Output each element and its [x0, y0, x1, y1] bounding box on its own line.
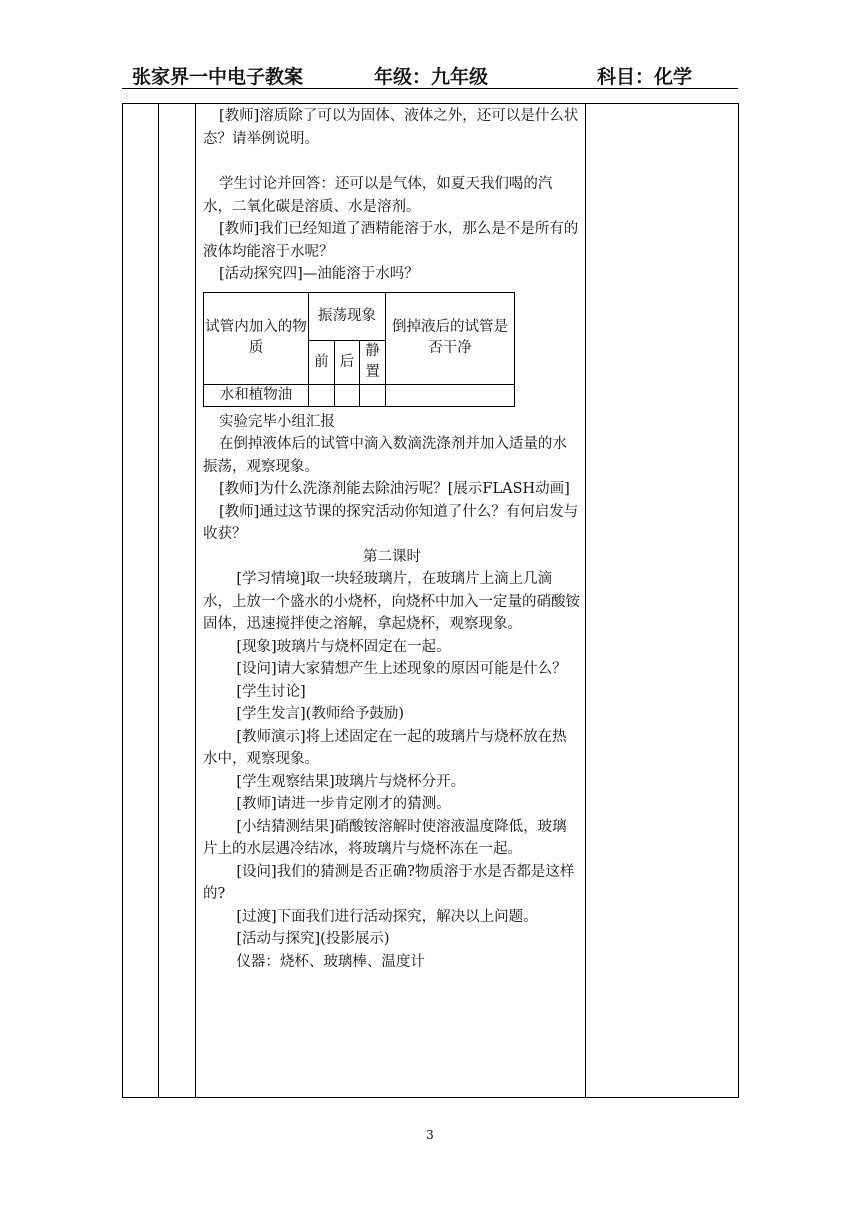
page-number: 3: [426, 1128, 434, 1142]
paragraph: [现象]玻璃片与烧杯固定在一起。: [236, 638, 451, 655]
paragraph: [学生发言](教师给予鼓励): [236, 706, 404, 722]
paragraph: [学生观察结果]玻璃片与烧杯分开。: [236, 773, 466, 790]
paragraph: 实验完毕小组汇报: [218, 413, 335, 430]
paragraph: [活动探究四]—油能溶于水吗？: [218, 266, 419, 282]
paragraph: [教师]通过这节课的探究活动你知道了什么？有何启发与收获？: [203, 503, 579, 542]
table-header-clean: 倒掉液后的试管是否干净: [386, 292, 515, 384]
subject-label: 科目：化学: [597, 66, 693, 88]
table-cell: [360, 384, 386, 406]
experiment-table: [203, 292, 515, 407]
column-divider: [195, 104, 196, 1097]
table-cell: [334, 384, 360, 406]
paragraph: [教师]为什么洗涤剂能去除油污呢？[展示FLASH动画]: [218, 481, 570, 497]
paragraph: [学习情境]取一块轻玻璃片，在玻璃片上滴上几滴水，上放一个盛水的小烧杯，向烧杯中加入一定量的硝酸铵固体，迅速搅拌使之溶解，拿起烧杯，观察现象。: [203, 571, 580, 632]
paragraph: [小结猜测结果]硝酸铵溶解时使溶液温度降低，玻璃片上的水层遇冷结冰，将玻璃片与烧杯冻在一起。: [203, 818, 567, 857]
paragraph: [学生讨论]: [236, 683, 306, 700]
table-header-substance: 试管内加入的物质: [204, 292, 309, 384]
paragraph: [设问]我们的猜测是否正确?物质溶于水是否都是这样的?: [203, 863, 575, 902]
header-rule: [122, 88, 738, 89]
table-header-shake: 振荡现象: [309, 292, 386, 340]
paragraph: 学生讨论并回答：还可以是气体，如夏天我们喝的汽水，二氧化碳是溶质、水是溶剂。: [203, 176, 553, 215]
column-divider: [158, 104, 159, 1097]
paragraph: [教师]溶质除了可以为固体、液体之外，还可以是什么状态？请举例说明。: [203, 108, 579, 147]
paragraph: [教师]我们已经知道了酒精能溶于水，那么是不是所有的液体均能溶于水呢？: [203, 221, 579, 260]
section-title: 第二课时: [363, 548, 421, 565]
paragraph: [教师]请进一步肯定刚才的猜测。: [236, 796, 451, 812]
paragraph: [教师演示]将上述固定在一起的玻璃片与烧杯放在热水中，观察现象。: [203, 728, 567, 767]
paragraph: [设问]请大家猜想产生上述现象的原因可能是什么？: [236, 661, 567, 677]
grade-label: 年级：九年级: [374, 66, 489, 88]
paragraph: [过渡]下面我们进行活动探究，解决以上问题。: [236, 908, 538, 925]
paragraph: 仪器：烧杯、玻璃棒、温度计: [236, 953, 425, 970]
paragraph: 在倒掉液体后的试管中滴入数滴洗涤剂并加入适量的水振荡，观察现象。: [203, 436, 567, 475]
table-subheader-after: 后: [334, 340, 360, 384]
table-cell: [386, 384, 515, 406]
lesson-content: [203, 105, 581, 973]
school-name: 张家界一中电子教案: [132, 66, 304, 88]
table-cell: [309, 384, 335, 406]
paragraph: [活动与探究](投影展示): [236, 931, 390, 947]
table-subheader-still: 静置: [360, 340, 386, 384]
column-divider: [585, 104, 586, 1097]
table-subheader-before: 前: [309, 340, 335, 384]
page-header: [122, 62, 738, 90]
table-cell: 水和植物油: [204, 384, 309, 406]
